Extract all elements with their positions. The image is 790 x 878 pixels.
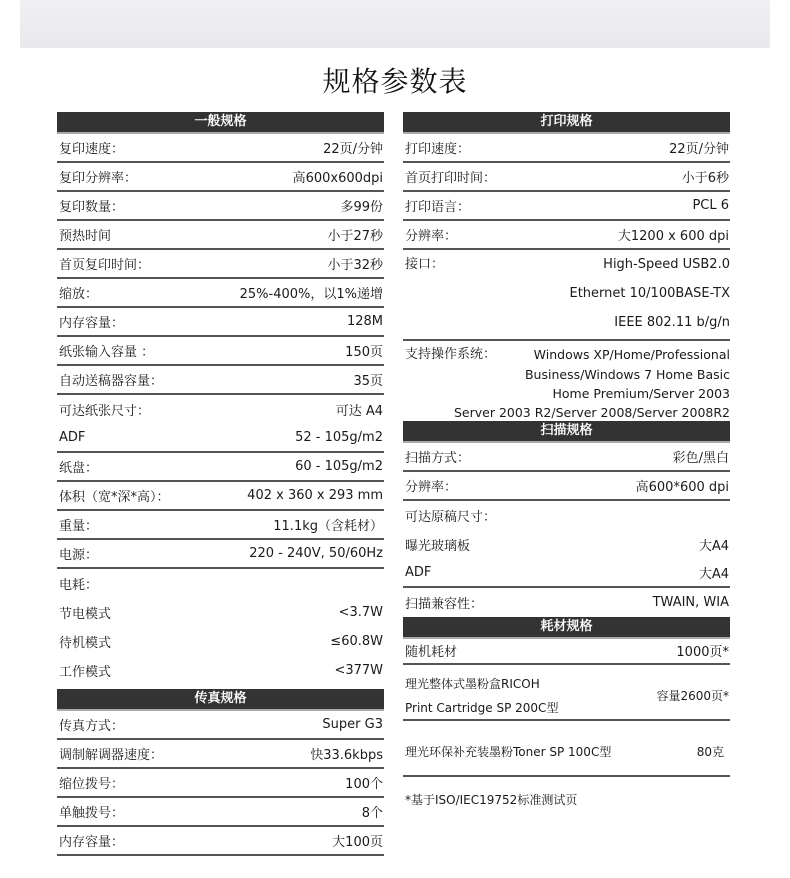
spec-label: 理光整体式墨粉盒RICOH bbox=[405, 676, 540, 691]
spec-row bbox=[403, 530, 730, 559]
spec-row bbox=[57, 711, 384, 740]
spec-value: 快33.6kbps bbox=[310, 748, 383, 763]
spec-row bbox=[403, 588, 730, 617]
spec-label: 待机模式 bbox=[59, 636, 112, 651]
right-column bbox=[403, 112, 730, 808]
spec-row bbox=[403, 192, 730, 221]
page-title: 规格参数表 bbox=[322, 65, 468, 98]
spec-label: ADF bbox=[59, 430, 86, 445]
spec-label: 调制解调器速度： bbox=[59, 748, 164, 763]
section-header-fax: 传真规格 bbox=[57, 689, 384, 711]
spec-value: 大1200 x 600 dpi bbox=[617, 229, 729, 244]
spec-value: Server 2003 R2/Server 2008/Server 2008R2 bbox=[453, 404, 730, 420]
spec-label: 缩位拨号： bbox=[59, 777, 125, 792]
spec-row bbox=[57, 337, 384, 366]
spec-row bbox=[403, 559, 730, 588]
spec-value: 高600*600 dpi bbox=[635, 479, 729, 495]
spec-row bbox=[403, 221, 730, 250]
spec-label: 理光环保补充装墨粉Toner SP 100C型 bbox=[405, 744, 612, 759]
spec-label: 体积（宽*深*高）： bbox=[59, 490, 170, 505]
spec-label: 首页打印时间： bbox=[405, 171, 497, 186]
spec-value: 大A4 bbox=[698, 566, 729, 582]
spec-row bbox=[57, 366, 384, 395]
footnote: *基于ISO/IEC19752标准测试页 bbox=[405, 792, 578, 807]
spec-value: 彩色/黑白 bbox=[672, 450, 729, 466]
spec-value: 60 - 105g/m2 bbox=[295, 459, 383, 474]
spec-value: 可达 A4 bbox=[335, 404, 383, 419]
spec-row-cartridge bbox=[403, 665, 730, 721]
spec-value: 80克 bbox=[696, 744, 724, 759]
spec-row bbox=[57, 221, 384, 250]
spec-label: 内存容量： bbox=[59, 835, 125, 850]
left-column bbox=[57, 112, 384, 856]
spec-value: 128M bbox=[346, 314, 383, 329]
spec-row bbox=[403, 639, 730, 665]
spec-label: 电源： bbox=[59, 548, 99, 563]
spec-row bbox=[57, 250, 384, 279]
spec-value: 小于6秒 bbox=[681, 171, 729, 186]
spec-value: 150页 bbox=[345, 345, 383, 360]
spec-value: 22页/分钟 bbox=[669, 142, 729, 157]
spec-row bbox=[57, 769, 384, 798]
spec-value: 52 - 105g/m2 bbox=[295, 430, 383, 445]
spec-label: 电耗： bbox=[59, 578, 99, 593]
spec-value: Home Premium/Server 2003 bbox=[552, 386, 730, 401]
spec-row bbox=[403, 472, 730, 501]
spec-label: 单触拨号： bbox=[59, 806, 125, 821]
spec-row bbox=[57, 308, 384, 337]
spec-label: 扫描兼容性： bbox=[405, 596, 484, 612]
section-header-print: 打印规格 bbox=[403, 112, 730, 134]
section-header-consumables: 耗材规格 bbox=[403, 617, 730, 639]
spec-label: 首页复印时间： bbox=[59, 258, 151, 273]
spec-label: 复印速度： bbox=[59, 142, 125, 157]
spec-row bbox=[403, 134, 730, 163]
spec-label: 重量： bbox=[59, 519, 99, 534]
spec-value: 11.1kg（含耗材） bbox=[273, 519, 383, 534]
spec-label: 打印速度： bbox=[405, 142, 471, 157]
spec-value: PCL 6 bbox=[692, 198, 729, 213]
section-header-general: 一般规格 bbox=[57, 112, 384, 134]
spec-label: 节电模式 bbox=[59, 607, 112, 622]
spec-value: 8个 bbox=[361, 806, 383, 821]
spec-label: 分辨率： bbox=[405, 229, 458, 244]
spec-row bbox=[57, 134, 384, 163]
spec-label: 预热时间 bbox=[59, 229, 112, 244]
spec-value: 35页 bbox=[353, 374, 383, 389]
spec-row bbox=[57, 827, 384, 856]
spec-label: 随机耗材 bbox=[405, 645, 458, 660]
spec-row bbox=[57, 482, 384, 511]
spec-value: 容量2600页* bbox=[656, 688, 729, 703]
spec-row bbox=[57, 395, 384, 424]
spec-value: <377W bbox=[334, 663, 383, 678]
spec-label: ADF bbox=[405, 564, 432, 580]
spec-row bbox=[57, 627, 384, 656]
spec-value: 22页/分钟 bbox=[323, 142, 383, 157]
spec-value: 高600x600dpi bbox=[292, 171, 383, 186]
spec-row-interface bbox=[403, 250, 730, 341]
spec-row bbox=[57, 279, 384, 308]
spec-value: 100个 bbox=[345, 777, 383, 792]
spec-value: ≤60.8W bbox=[330, 634, 383, 649]
spec-value: IEEE 802.11 b/g/n bbox=[614, 315, 730, 330]
section-header-scan: 扫描规格 bbox=[403, 421, 730, 443]
spec-label: 缩放： bbox=[59, 287, 99, 302]
spec-value: TWAIN, WIA bbox=[652, 594, 729, 610]
spec-label: 复印数量： bbox=[59, 200, 125, 215]
spec-value: Super G3 bbox=[322, 717, 383, 732]
spec-label: 可达纸张尺寸： bbox=[59, 404, 151, 419]
spec-value: 大100页 bbox=[332, 835, 383, 850]
spec-label: 扫描方式： bbox=[405, 450, 471, 466]
spec-label: 分辨率： bbox=[405, 479, 458, 495]
spec-row bbox=[57, 798, 384, 827]
spec-label: 接口： bbox=[405, 257, 445, 272]
spec-row bbox=[403, 443, 730, 472]
spec-row-os bbox=[403, 341, 730, 421]
spec-value: High-Speed USB2.0 bbox=[603, 257, 730, 272]
spec-value: Business/Windows 7 Home Basic bbox=[524, 366, 730, 382]
spec-row bbox=[57, 511, 384, 540]
spec-label: 纸盘： bbox=[59, 461, 99, 476]
spec-row bbox=[57, 192, 384, 221]
spec-value: <3.7W bbox=[338, 605, 383, 620]
spec-label: Print Cartridge SP 200C型 bbox=[405, 700, 559, 715]
spec-label: 打印语言： bbox=[405, 200, 471, 215]
spec-label: 传真方式： bbox=[59, 719, 125, 734]
spec-value: 小于27秒 bbox=[327, 229, 383, 244]
spec-value: Ethernet 10/100BASE-TX bbox=[569, 286, 730, 301]
spec-label: 复印分辨率： bbox=[59, 171, 138, 186]
spec-value: 402 x 360 x 293 mm bbox=[247, 488, 383, 503]
spec-row bbox=[403, 501, 730, 530]
spec-value: Windows XP/Home/Professional bbox=[533, 347, 730, 362]
spec-row bbox=[57, 540, 384, 569]
spec-row bbox=[403, 163, 730, 192]
spec-value: 多99份 bbox=[340, 200, 383, 215]
spec-label: 可达原稿尺寸： bbox=[405, 509, 497, 525]
spec-row bbox=[57, 598, 384, 627]
spec-label: 曝光玻璃板 bbox=[405, 538, 471, 554]
spec-value: 小于32秒 bbox=[327, 258, 383, 273]
spec-label: 工作模式 bbox=[59, 665, 112, 680]
spec-label: 内存容量： bbox=[59, 316, 125, 331]
spec-row bbox=[57, 740, 384, 769]
spec-row bbox=[57, 163, 384, 192]
spec-value: 25%-400%，以1%递增 bbox=[239, 287, 383, 302]
spec-row bbox=[57, 424, 384, 453]
spec-label: 纸张输入容量 ： bbox=[59, 345, 155, 360]
spec-label: 自动送稿器容量： bbox=[59, 374, 164, 389]
spec-row bbox=[57, 569, 384, 598]
spec-label: 支持操作系统： bbox=[405, 347, 497, 362]
spec-row bbox=[57, 453, 384, 482]
top-banner bbox=[20, 0, 770, 48]
spec-row bbox=[57, 656, 384, 685]
spec-value: 大A4 bbox=[698, 538, 729, 554]
spec-value: 1000页* bbox=[676, 645, 729, 660]
spec-value: 220 - 240V, 50/60Hz bbox=[249, 546, 383, 561]
spec-row-toner bbox=[403, 721, 730, 777]
